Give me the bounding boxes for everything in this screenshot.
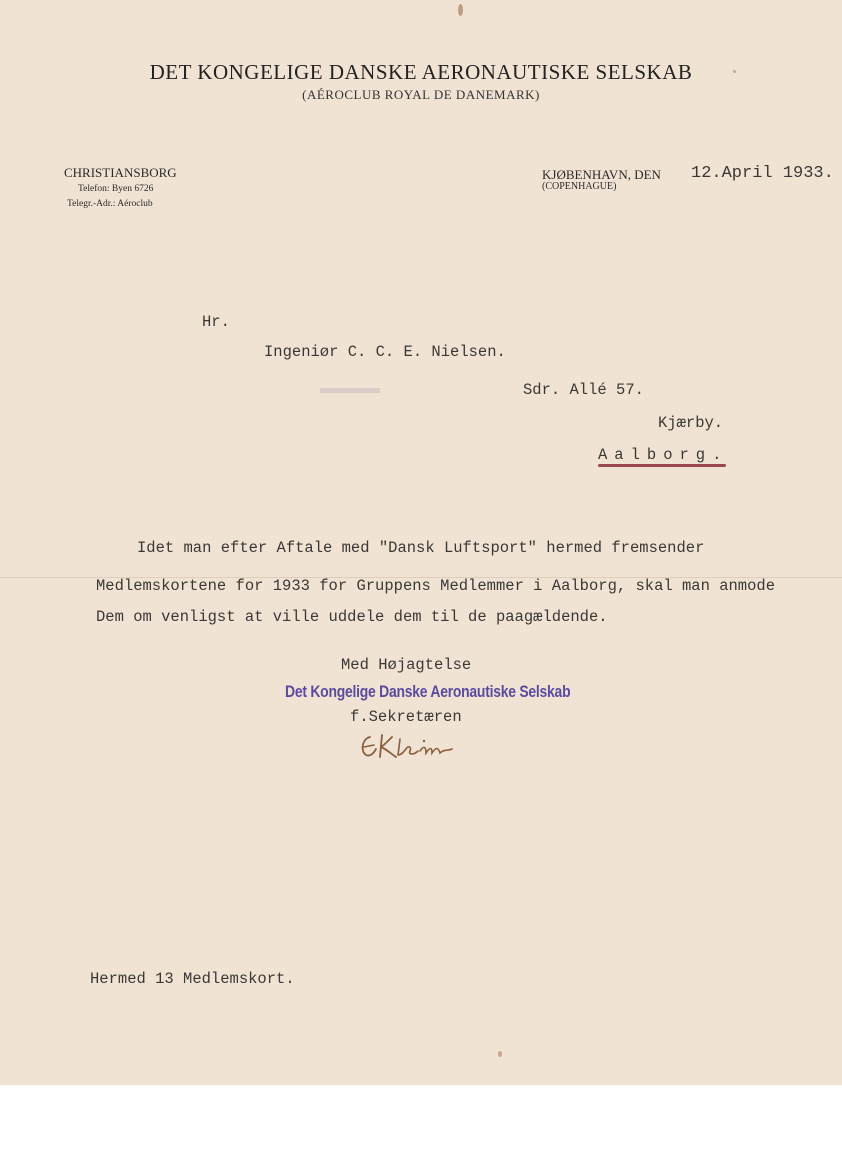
recipient-salutation: Hr. — [202, 313, 230, 331]
letterhead-subtitle: (AÉROCLUB ROYAL DE DANEMARK) — [302, 87, 540, 102]
closing-greeting: Med Højagtelse — [341, 656, 472, 674]
body-line-2: Medlemskortene for 1933 for Gruppens Medlemmer i Aalborg, skal man anmode — [96, 577, 776, 595]
faint-smudge — [320, 386, 380, 396]
body-line-3: Dem om venligst at ville uddele dem til de paagældende. — [96, 608, 608, 626]
handwritten-signature — [352, 725, 482, 765]
letterhead-phone: Telefon: Byen 6726 — [78, 184, 154, 194]
recipient-city-underline — [598, 464, 726, 467]
paper-speck — [498, 1051, 502, 1057]
letterhead-title: DET KONGELIGE DANSKE AERONAUTISKE SELSKAB — [149, 60, 693, 84]
organization-stamp: Det Kongelige Danske Aeronautiske Selskab — [285, 682, 571, 701]
recipient-name: Ingeniør C. C. E. Nielsen. — [264, 343, 506, 361]
body-line-1: Idet man efter Aftale med "Dansk Luftsport" hermed fremsender — [137, 539, 705, 557]
letterhead-location: CHRISTIANSBORG — [64, 165, 177, 180]
letterhead-telegram: Telegr.-Adr.: Aéroclub — [67, 199, 153, 209]
recipient-street: Sdr. Allé 57. — [523, 381, 644, 399]
recipient-city: Aalborg. — [598, 446, 729, 464]
letterhead-city-french: (COPENHAGUE) — [542, 181, 617, 192]
letter-date: 12.April 1933. — [691, 164, 834, 183]
paper-speck — [458, 4, 463, 16]
postscript: Hermed 13 Medlemskort. — [90, 970, 295, 988]
letterhead-city: KJØBENHAVN, DEN — [542, 167, 661, 182]
closing-role: f.Sekretæren — [350, 708, 462, 726]
recipient-district: Kjærby. — [658, 414, 724, 432]
